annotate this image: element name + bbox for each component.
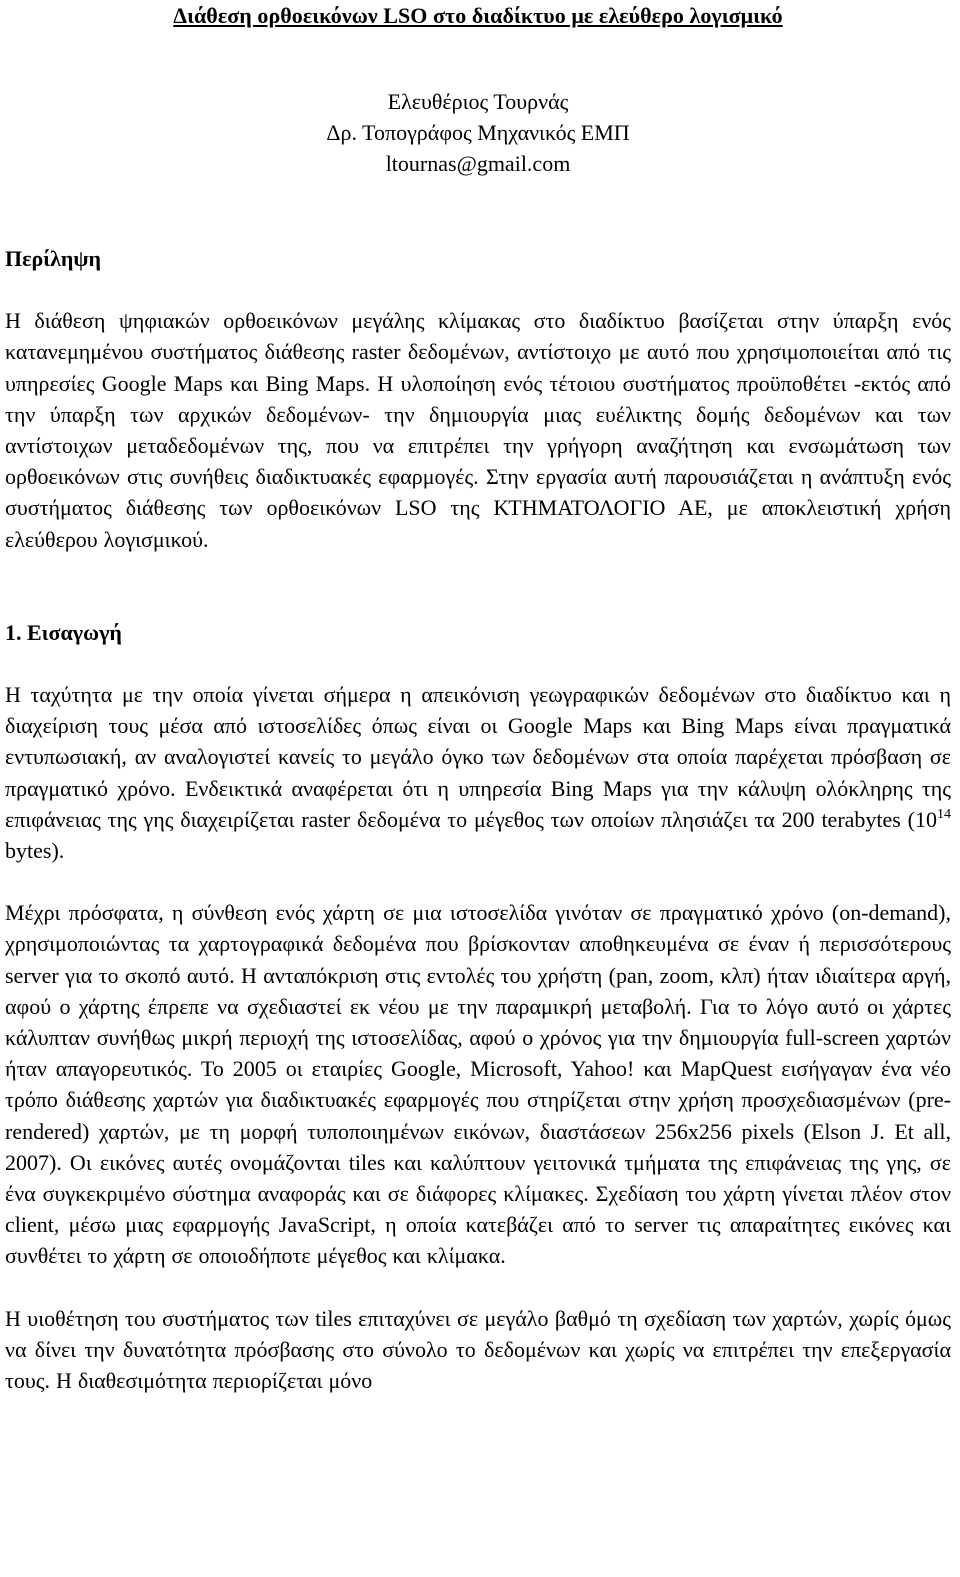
author-email: ltournas@gmail.com [385,151,571,176]
author-block [5,86,951,179]
paper-title: Διάθεση ορθοεικόνων LSO στο διαδίκτυο με ελεύθερο λογισμικό [173,3,783,28]
author-affiliation: Δρ. Τοπογράφος Μηχανικός ΕΜΠ [326,120,630,145]
exponent-superscript: 14 [937,806,951,822]
abstract-paragraph: Η διάθεση ψηφιακών ορθοεικόνων μεγάλης κλίμακας στο διαδίκτυο βασίζεται στην ύπαρξη ενός κατανεμημένου συστήματος διάθεσης raster δεδομένων, αντίστοιχο με αυτό που χρησιμοποιείται από τις υπηρεσίες Google Maps και Bing Maps. Η υλοποίηση ενός τέτοιου συστήματος προϋποθέτει -εκτός από την ύπαρξη των αρχικών δεδομένων- την δημιουργία μιας ευέλικτης δομής δεδομένων και των αντίστοιχων μεταδεδομένων της, που να επιτρέπει την γρήγορη αναζήτηση και ενσωμάτωση των ορθοεικόνων στις συνήθεις διαδικτυακές εφαρμογές. Στην εργασία αυτή παρουσιάζεται η ανάπτυξη ενός συστήματος διάθεσης των ορθοεικόνων LSO της ΚΤΗΜΑΤΟΛΟΓΙΟ ΑΕ, με αποκλειστική χρήση ελεύθερου λογισμικού. [5,308,951,552]
introduction-paragraph-1-text: Η ταχύτητα με την οποία γίνεται σήμερα η απεικόνιση γεωγραφικών δεδομένων στο διαδίκτυο και η διαχείριση τους μέσα από ιστοσελίδες όπως είναι οι Google Maps και Bing Maps είναι πραγματικά εντυπωσιακή, αν αναλογιστεί κανείς το μεγάλο όγκο των δεδομένων στα οποία παρέχεται πρόσβαση σε πραγματικό χρόνο. Ενδεικτικά αναφέρεται ότι η υπηρεσία Bing Maps για την κάλυψη ολόκληρης της επιφάνειας της γης διαχειρίζεται raster δεδομένα το μέγεθος των οποίων πλησιάζει τα 200 terabytes (10 [5,682,951,832]
introduction-paragraph-3: Η υιοθέτηση του συστήματος των tiles επιταχύνει σε μεγάλο βαθμό τη σχεδίαση των χαρτών, χωρίς όμως να δίνει την δυνατότητα πρόσβασης στο σύνολο το δεδομένων και χωρίς να επιτρέπει την επεξεργασία τους. Η διαθεσιμότητα περιορίζεται μόνο [5,1305,951,1394]
author-name: Ελευθέριος Τουρνάς [387,89,569,114]
introduction-heading: 1. Εισαγωγή [5,619,122,645]
introduction-paragraph-2: Μέχρι πρόσφατα, η σύνθεση ενός χάρτη σε μια ιστοσελίδα γινόταν σε πραγματικό χρόνο (on-demand), χρησιμοποιώντας τα χαρτογραφικά δεδομένα που βρίσκονταν αποθηκευμένα σε έναν ή περισσότερους server για το σκοπό αυτό. Η ανταπόκριση στις εντολές του χρήστη (pan, zoom, κλπ) ήταν ιδιαίτερα αργή, αφού ο χάρτης έπρεπε να σχεδιαστεί εκ νέου με την παραμικρή μεταβολή. Για το λόγο αυτό οι χάρτες κάλυπταν συνήθως μικρή περιοχή της ιστοσελίδας, αφού ο χρόνος για την δημιουργία full-screen χαρτών ήταν απαγορευτικός. Το 2005 οι εταιρίες Google, Microsoft, Yahoo! και MapQuest εισήγαγαν ένα νέο τρόπο διάθεσης χαρτών για διαδικτυακές εφαρμογές που στηρίζεται στην χρήση προσχεδιασμένων (pre-rendered) χαρτών, με τη μορφή τυποποιημένων εικόνων, διαστάσεων 256x256 pixels (Elson J. Et all, 2007). Οι εικόνες αυτές ονομάζονται tiles και καλύπτουν γειτονικά τμήματα της επιφάνειας της γης, σε ένα συγκεκριμένο σύστημα αναφοράς και σε διάφορες κλίμακες. Σχεδίαση του χάρτη γίνεται πλέον στον client, μέσω μιας εφαρμογής JavaScript, η οποία κατεβάζει από το server τις απαραίτητες εικόνες και συνθέτει το χάρτη σε οποιοδήποτε μέγεθος και κλίμακα. [5,900,951,1269]
abstract-heading: Περίληψη [5,246,102,271]
introduction-paragraph-1 [5,679,951,866]
introduction-paragraph-1-tail: bytes). [5,838,65,864]
